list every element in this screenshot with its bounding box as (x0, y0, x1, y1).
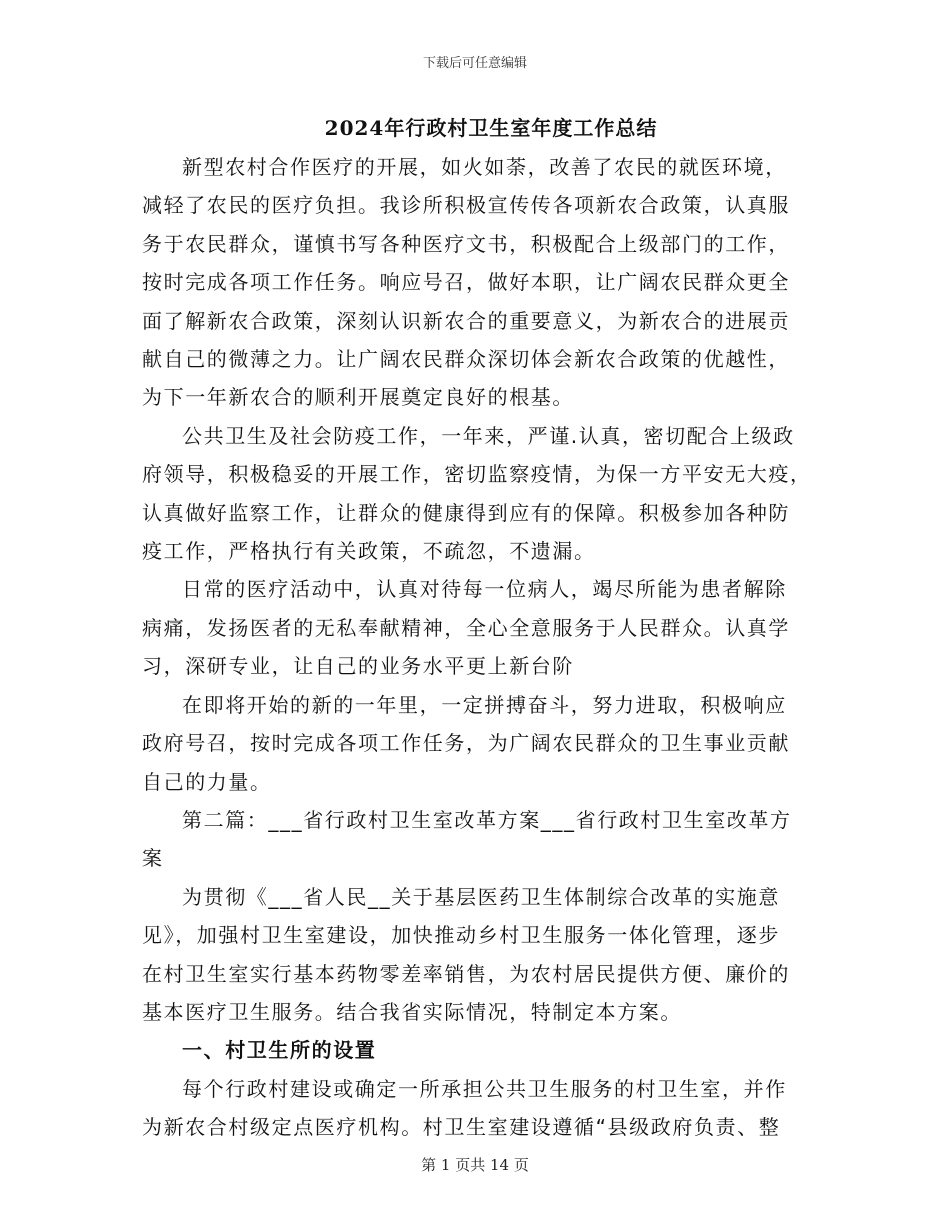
paragraph-line: 基本医疗卫生服务。结合我省实际情况，特制定本方案。 (142, 999, 682, 1024)
paragraph-line: 为贯彻《___省人民__关于基层医药卫生体制综合改革的实施意 (182, 884, 780, 909)
paragraph-7 (142, 1070, 810, 1147)
paragraph-line: 在即将开始的新的一年里，一定拼搏奋斗，努力进取，积极响应 (182, 692, 787, 717)
document-title: 2024年行政村卫生室年度工作总结 (324, 116, 658, 140)
paragraph-1 (142, 148, 810, 417)
paragraph-line: 务于农民群众，谨慎书写各种医疗文书，积极配合上级部门的工作， (142, 231, 790, 256)
paragraph-5 (142, 801, 810, 878)
paragraph-line: 日常的医疗活动中，认真对待每一位病人，竭尽所能为患者解除 (182, 577, 787, 602)
paragraph-line: 按时完成各项工作任务。响应号召，做好本职，让广阔农民群众更全 (142, 270, 790, 295)
paragraph-6 (142, 878, 810, 1032)
paragraph-line: 面了解新农合政策，深刻认识新农合的重要意义，为新农合的进展贡 (142, 308, 790, 333)
paragraph-line: 疫工作，严格执行有关政策，不疏忽，不遗漏。 (142, 539, 596, 564)
paragraph-line: 公共卫生及社会防疫工作，一年来，严谨.认真，密切配合上级政 (182, 423, 795, 448)
paragraph-line: 病痛，发扬医者的无私奉献精神，全心全意服务于人民群众。认真学 (142, 615, 790, 640)
paragraph-3 (142, 570, 810, 685)
paragraph-line: 新型农村合作医疗的开展，如火如荼，改善了农民的就医环境， (182, 155, 787, 179)
paragraph-line: 案 (142, 846, 164, 871)
document-body (142, 108, 810, 1147)
paragraph-line: 减轻了农民的医疗负担。我诊所积极宣传传各项新农合政策，认真服 (142, 193, 790, 218)
paragraph-line: 在村卫生室实行基本药物零差率销售，为农村居民提供方便、廉价的 (142, 961, 790, 986)
paragraph-line: 为新农合村级定点医疗机构。村卫生室建设遵循“县级政府负责、整 (142, 1115, 781, 1140)
paragraph-line: 第二篇：___省行政村卫生室改革方案___省行政村卫生室改革方 (182, 807, 792, 832)
paragraph-2 (142, 417, 810, 571)
paragraph-4 (142, 686, 810, 801)
page-footer: 第 1 页共 14 页 (421, 1156, 529, 1174)
paragraph-line: 府领导，积极稳妥的开展工作，密切监察疫情，为保一方平安无大疫， (142, 462, 812, 487)
paragraph-line: 政府号召，按时完成各项工作任务，为广阔农民群众的卫生事业贡献 (142, 731, 790, 756)
paragraph-line: 习，深研专业，让自己的业务水平更上新台阶 (142, 654, 574, 679)
paragraph-line: 为下一年新农合的顺利开展奠定良好的根基。 (142, 385, 574, 410)
paragraph-line: 献自己的微薄之力。让广阔农民群众深切体会新农合政策的优越性， (142, 347, 790, 372)
paragraph-line: 见》，加强村卫生室建设，加快推动乡村卫生服务一体化管理，逐步 (142, 923, 780, 948)
section-heading: 一、村卫生所的设置 (182, 1038, 377, 1063)
paragraph-line: 自己的力量。 (142, 769, 272, 794)
paragraph-line: 每个行政村建设或确定一所承担公共卫生服务的村卫生室，并作 (182, 1076, 787, 1101)
paragraph-line: 认真做好监察工作，让群众的健康得到应有的保障。积极参加各种防 (142, 500, 790, 525)
header-note: 下载后可任意编辑 (422, 56, 527, 71)
